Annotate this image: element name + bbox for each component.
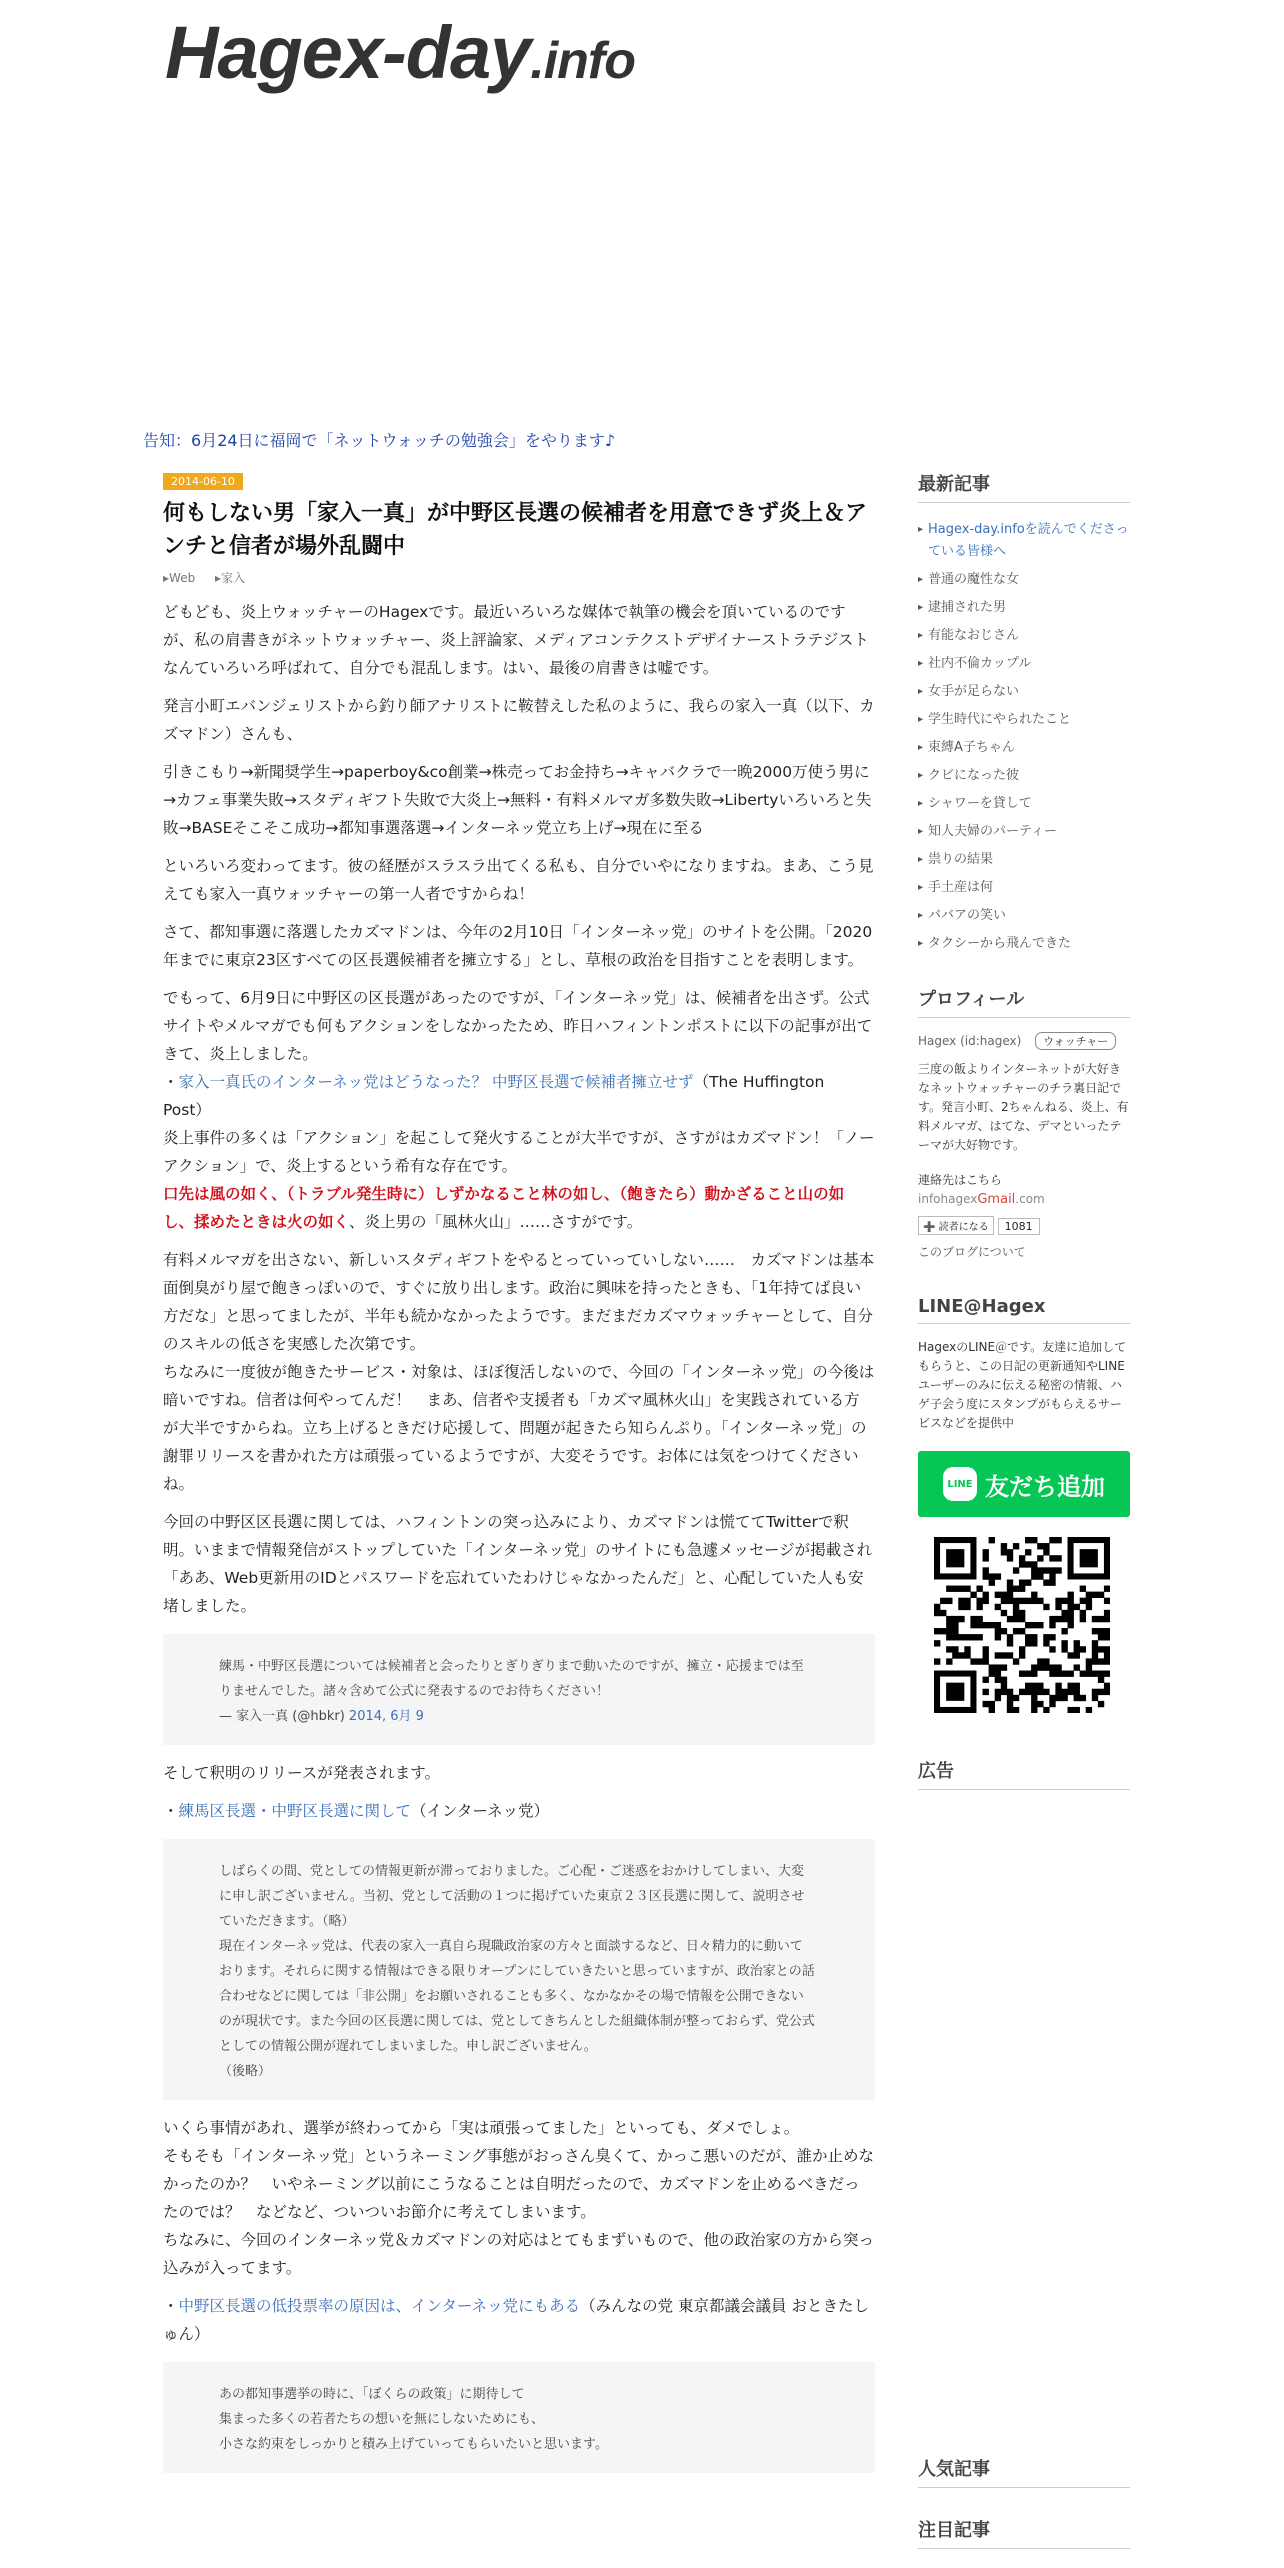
paragraph: といろいろ変わってます。彼の経歴がスラスラ出てくる私も、自分でいやになりますね。まあ、こう見えても家入一真ウォッチャーの第一人者ですからね！ <box>163 857 874 903</box>
line-heading: LINE@Hagex <box>918 1296 1130 1324</box>
entry-categories <box>163 569 875 586</box>
featured-heading: 注目記事 <box>918 2516 1130 2549</box>
link-source: （みんなの党 東京都議会議員 おときたしゅん） <box>163 2297 869 2343</box>
huffington-link[interactable]: 家入一真氏のインターネッ党はどうなった？ 中野区長選で候補者擁立せず <box>178 1073 694 1091</box>
recent-item[interactable]: ▸ 有能なおじさん <box>918 625 1130 647</box>
profile-heading: プロフィール <box>918 985 1130 1018</box>
profile-description: 三度の飯よりインターネットが大好きなネットウォッチャーのチラ裏日記です。発言小町、2ちゃんねる、炎上、有料メルマガ、はてな、デマといったテーマが大好物です。 <box>918 1062 1129 1152</box>
recent-item[interactable]: ▸ 学生時代にやられたこと <box>918 709 1130 731</box>
recent-heading: 最新記事 <box>918 470 1130 503</box>
paragraph-text: 炎上事件の多くは「アクション」を起こして発火することが大半ですが、さすがはカズマドン！「ノーアクション」で、炎上するという希有な存在です。 <box>163 1129 875 1175</box>
recent-item[interactable]: ▸ Hagex-day.infoを読んでくださっている皆様へ <box>918 519 1130 563</box>
recent-item[interactable]: ▸ 社内不倫カップル <box>918 653 1130 675</box>
party-release-link[interactable]: 練馬区長選・中野区長選に関して <box>178 1802 412 1820</box>
sidebar-lower <box>918 2455 1130 2549</box>
line-logo-icon: LINE <box>943 1467 977 1501</box>
blockquote-otokita: あの都知事選挙の時に、「ぼくらの政策」に期待して 集まった多くの若者たちの想いを無にしないためにも、 小さな約束をしっかりと積み上げていってもらいたいと思います。 <box>163 2362 875 2473</box>
line-description: HagexのLINE＠です。友達に追加してもらうと、この日記の更新通知やLINEユーザーのみに伝える秘密の情報、ハゲ子会う度にスタンプがもらえるサービスなどを提供中 <box>918 1340 1127 1430</box>
subscribe-button[interactable]: ➕ 読者になる <box>918 1216 994 1235</box>
paragraph: どもども、炎上ウォッチャーのHagexです。最近いろいろな媒体で執筆の機会を頂いているのですが、私の肩書きがネットウォッチャー、炎上評論家、メディアコンテクストデザイナーストラテジストなんていろいろ呼ばれて、自分でも混乱します。はい、最後の肩書きは嘘です。 <box>163 603 869 677</box>
link-source: （The Huffington Post） <box>163 1073 825 1119</box>
line-add-friend-button[interactable]: LINE 友だち追加 <box>918 1451 1130 1517</box>
recent-item[interactable]: ▸ 女手が足らない <box>918 681 1130 703</box>
gmail-logo: Gmail <box>977 1192 1016 1207</box>
article <box>163 470 875 2487</box>
site-title-suffix: .info <box>530 32 636 90</box>
paragraph: 引きこもり→新聞奨学生→paperboy&co創業→株売ってお金持ち→キャバクラで一晩2000万使う男に→カフェ事業失敗→スタディギフト失敗で大炎上→無料・有料メルマガ多数失敗→Libertyいろいろと失敗→BASEそこそこ成功→都知事選落選→インターネッ党立ち上げ→現在に至る <box>163 763 872 837</box>
paragraph: ・練馬区長選・中野区長選に関して（インターネッ党） <box>163 1802 550 1820</box>
tweet-author: — 家入一真 (@hbkr) <box>219 1709 345 1724</box>
paragraph: 有料メルマガを出さない、新しいスタディギフトをやるとっていっていしない…… カズマドンは基本面倒臭がり屋で飽きっぽいので、すぐに放り出します。政治に興味を持ったときも、「1年持てば良い方だな」と思ってましたが、半年も続かなかったようです。まだまだカズマウォッチャーとして、自分のスキルの低さを実感した次第です。 ちなみに一度彼が飽きたサービス・対象は、ほぼ復活しないので、今回の「インターネッ党」の今後は暗いですね。信者は何やってんだ！ まあ、信者や支援者も「カズマ風林火山」を実践されている方が大半ですからね。立ち上げるときだけ応援して、問題が起きたら知らんぷり。「インターネッ党」の謝罪リリースを書かれた方は頑張っているようですが、大変そうです。お体には気をつけてくださいね。 <box>163 1251 875 1493</box>
notice-banner[interactable] <box>143 428 615 451</box>
notice-text: 6月24日に福岡で「ネットウォッチの勉強会」をやります♪ <box>191 431 616 450</box>
otokita-link[interactable]: 中野区長選の低投票率の原因は、インターネッ党にもある <box>178 2297 581 2315</box>
paragraph-text: 、炎上男の「風林火山」……さすがです。 <box>349 1213 643 1231</box>
paragraph: 今回の中野区区長選に関しては、ハフィントンの突っ込みにより、カズマドンは慌ててTwitterで釈明。いままで情報発信がストップしていた「インターネッ党」のサイトにも急遽メッセージが掲載され「ああ、Web更新用のIDとパスワードを忘れていたわけじゃなかったんだ」と、心配していた人も安堵しました。 <box>163 1513 873 1615</box>
paragraph: でもって、6月9日に中野区の区長選があったのですが、「インターネッ党」は、候補者を出さず。公式サイトやメルマガでも何もアクションをしなかったため、昨日ハフィントンポストに以下の記事が出てきて、炎上しました。 ・家入一真氏のインターネッ党はどうなった？ 中野区長選で候補者擁立せず（The Huffington Post） 炎上事件の多くは「アクション」を起こして発火することが大半ですが、さすがはカズマドン！「ノーアクション」で、炎上するという希有な存在です。 口先は風の如く、（トラブル発生時に）しずかなること林の如し、（飽きたら）動かざること山の如し、揉めたときは火の如く、炎上男の「風林火山」……さすがです。 <box>163 989 875 1231</box>
tweet-text: 練馬・中野区長選については候補者と会ったりとぎりぎりまで動いたのですが、擁立・応援までは至りませんでした。諸々含めて公式に発表するのでお待ちください！ <box>219 1659 804 1699</box>
paragraph-text: でもって、6月9日に中野区の区長選があったのですが、「インターネッ党」は、候補者を出さず。公式サイトやメルマガでも何もアクションをしなかったため、昨日ハフィントンポストに以下の記事が出てきて、炎上しました。 <box>163 989 873 1063</box>
about-blog-link[interactable]: このブログについて <box>918 1245 1026 1259</box>
profile-name[interactable]: Hagex (id:hagex) <box>918 1034 1022 1048</box>
blockquote-release: しばらくの間、党としての情報更新が滞っておりました。ご心配・ご迷惑をおかけしてしまい、大変に申し訳ございません。当初、党として活動の１つに掲げていた東京２３区長選に関して、説明させていただきます。（略） 現在インターネッ党は、代表の家入一真自ら現職政治家の方々と面談するなど、日々精力的に動いております。それらに関する情報はできる限りオープンにしていきたいと思っていますが、政治家との話合わせなどに関しては「非公開」をお願いされることも多く、なかなかその場で情報を公開できないのが現状です。また今回の区長選に関しては、党としてきちんとした組織体制が整っておらず、党公式としての情報公開が遅れてしまいました。申し訳ございません。 （後略） <box>163 1839 875 2100</box>
profile-tag[interactable]: ウォッチャー <box>1035 1032 1116 1050</box>
site-title-main: Hagex-day <box>165 11 531 94</box>
site-title[interactable] <box>165 10 635 95</box>
link-source: （インターネッ党） <box>411 1802 550 1820</box>
recent-item[interactable]: ▸ 逮捕された男 <box>918 597 1130 619</box>
paragraph: 発言小町エバンジェリストから釣り師アナリストに鞍替えした私のように、我らの家入一真（以下、カズマドン）さんも、 <box>163 697 875 743</box>
recent-item[interactable]: ▸ 祟りの結果 <box>918 849 1130 871</box>
contact-address: infohagexGmail.com <box>918 1192 1045 1207</box>
sidebar <box>918 470 1130 1790</box>
embedded-tweet <box>163 1634 875 1745</box>
recent-item[interactable]: ▸ 束縛A子ちゃん <box>918 737 1130 759</box>
ad-heading: 広告 <box>918 1757 1130 1790</box>
category-link[interactable]: ▸家入 <box>215 571 246 585</box>
profile-name-row <box>918 1032 1130 1050</box>
paragraph: そして釈明のリリースが発表されます。 <box>163 1764 440 1782</box>
highlight-text: 口先は風の如く、（トラブル発生時に）しずかなること林の如し、（飽きたら）動かざること山の如し、揉めたときは火の如く <box>163 1185 845 1231</box>
tweet-meta <box>219 1704 815 1729</box>
entry-date: 2014-06-10 <box>163 473 243 490</box>
recent-item[interactable]: ▸ クビになった彼 <box>918 765 1130 787</box>
category-link[interactable]: ▸Web <box>163 571 196 585</box>
recent-item[interactable]: ▸ ババアの笑い <box>918 905 1130 927</box>
notice-label: 告知： <box>143 431 192 450</box>
tweet-date-link[interactable]: 2014, 6月 9 <box>348 1709 424 1724</box>
recent-item[interactable]: ▸ 手土産は何 <box>918 877 1130 899</box>
contact-label: 連絡先はこちら <box>918 1173 1003 1187</box>
line-qr-code[interactable] <box>934 1537 1130 1717</box>
recent-item[interactable]: ▸ 知人夫婦のパーティー <box>918 821 1130 843</box>
subscriber-count: 1081 <box>998 1218 1040 1235</box>
qr-code-icon <box>934 1537 1110 1713</box>
recent-item[interactable]: ▸ タクシーから飛んできた <box>918 933 1130 955</box>
entry-body <box>163 598 875 2473</box>
entry-title[interactable]: 何もしない男「家入一真」が中野区長選の候補者を用意できず炎上＆アンチと信者が場外乱闘中 <box>163 501 868 559</box>
recent-list <box>918 519 1130 955</box>
recent-item[interactable]: ▸ シャワーを貸して <box>918 793 1130 815</box>
reader-row <box>918 1215 1130 1235</box>
paragraph: さて、都知事選に落選したカズマドンは、今年の2月10日「インターネッ党」のサイトを公開。「2020年までに東京23区すべての区長選候補者を擁立する」とし、草根の政治を目指すことを表明します。 <box>163 923 873 969</box>
paragraph: ・中野区長選の低投票率の原因は、インターネッ党にもある（みんなの党 東京都議会議員 おときたしゅん） <box>163 2297 869 2343</box>
paragraph: いくら事情があれ、選挙が終わってから「実は頑張ってました」といっても、ダメでしょ。 そもそも「インターネッ党」というネーミング事態がおっさん臭くて、かっこ悪いのだが、誰か止めなかったのか？ いやネーミング以前にこうなることは自明だったので、カズマドンを止めるべきだったのでは？ などなど、ついついお節介に考えてしまいます。 ちなみに、今回のインターネッ党＆カズマドンの対応はとてもまずいもので、他の政治家の方から突っ込みが入ってます。 <box>163 2119 874 2277</box>
recent-item[interactable]: ▸ 普通の魔性な女 <box>918 569 1130 591</box>
popular-heading: 人気記事 <box>918 2455 1130 2488</box>
